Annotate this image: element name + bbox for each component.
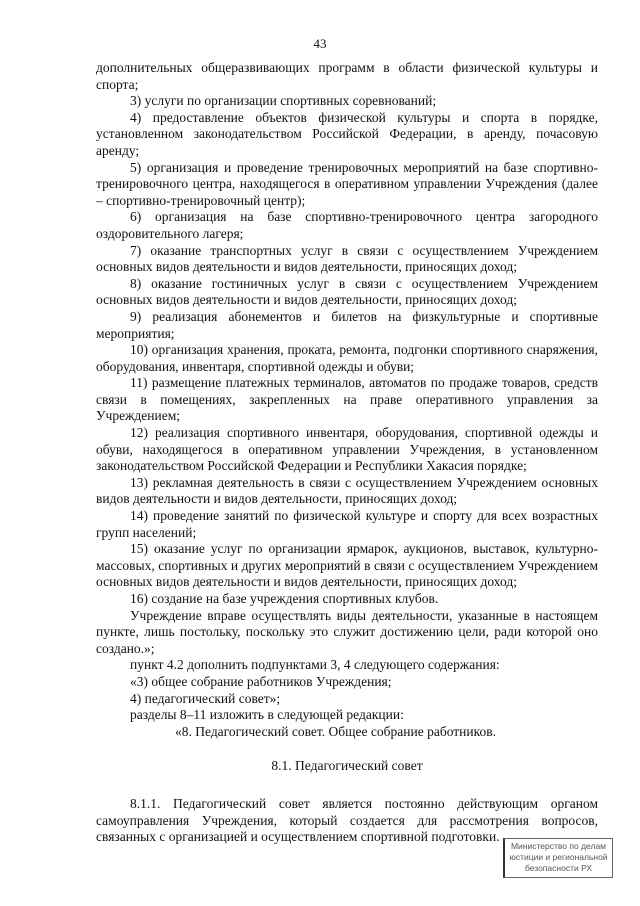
amendment-point-4-2: пункт 4.2 дополнить подпунктами 3, 4 следующего содержания: — [130, 657, 500, 673]
section-8-title: «8. Педагогический совет. Общее собрание работников. — [175, 723, 496, 739]
stamp-line-1: Министерство по делам — [510, 841, 607, 851]
list-item-5: 5) организация и проведение тренировочных мероприятий на базе спортивно-тренировочного центра, находящегося в оперативном управлении Учреждения (далее – спортивно-тренировочный центр); — [96, 159, 598, 208]
stamp-line-3: безопасности РХ — [524, 863, 593, 873]
list-item-15: 15) оказание услуг по организации ярмарок, аукционов, выставок, культурно-массовых, спортивных и других мероприятий в связи с осуществлением Учреждением основных видов деятельности и видов деятельности, приносящих доход; — [96, 541, 598, 590]
document-body — [96, 60, 598, 846]
page-number: 43 — [313, 36, 327, 51]
amendment-subpoint-4: 4) педагогический совет»; — [130, 690, 281, 706]
list-item-11: 11) размещение платежных терминалов, автоматов по продаже товаров, средств связи в помещениях, закрепленных на праве оперативного управления за Учреждением; — [96, 375, 598, 424]
activity-clause: Учреждение вправе осуществлять виды деятельности, указанные в настоящем пункте, лишь постольку, поскольку это служит достижению цели, ради которой оно создано.»; — [96, 607, 598, 656]
amendment-sections-8-11: разделы 8–11 изложить в следующей редакции: — [130, 707, 404, 723]
list-item-10: 10) организация хранения, проката, ремонта, подгонки спортивного снаряжения, оборудования, инвентаря, спортивной одежды и обуви; — [96, 342, 598, 374]
list-item-4: 4) предоставление объектов физической культуры и спорта в порядке, установленном законодательством Российской Федерации, в аренду, почасовую аренду; — [96, 109, 598, 158]
list-item-14: 14) проведение занятий по физической культуре и спорту для всех возрастных групп населений; — [96, 508, 598, 540]
subsection-8-1-title: 8.1. Педагогический совет — [271, 758, 423, 774]
amendment-subpoint-3: «3) общее собрание работников Учреждения; — [130, 673, 392, 689]
list-item-12: 12) реализация спортивного инвентаря, оборудования, спортивной одежды и обуви, находящегося в оперативном управлении Учреждения, в установленном законодательством Российской Федерации и Республики Хакасия порядке; — [96, 425, 598, 474]
list-item-8: 8) оказание гостиничных услуг в связи с осуществлением Учреждением основных видов деятельности и видов деятельности, приносящих доход; — [96, 275, 598, 308]
list-item-9: 9) реализация абонементов и билетов на физкультурные и спортивные мероприятия; — [96, 308, 598, 341]
paragraph-continuation: дополнительных общеразвивающих программ в области физической культуры и спорта; — [96, 60, 598, 92]
list-item-13: 13) рекламная деятельность в связи с осуществлением Учреждением основных видов деятельности и видов деятельности, приносящих доход; — [96, 474, 598, 507]
list-item-6: 6) организация на базе спортивно-тренировочного центра загородного оздоровительного лагеря; — [96, 209, 598, 241]
list-item-3: 3) услуги по организации спортивных соревнований; — [130, 93, 437, 109]
stamp-line-2: юстиции и региональной — [509, 852, 608, 862]
clause-8-1-1: 8.1.1. Педагогический совет является постоянно действующим органом самоуправления Учреждения, который создается для рассмотрения вопросов, связанных с организацией и осуществлением спортивной подготовки. — [96, 795, 598, 845]
list-item-16: 16) создание на базе учреждения спортивных клубов. — [130, 591, 439, 606]
list-item-7: 7) оказание транспортных услуг в связи с осуществлением Учреждением основных видов деятельности и видов деятельности, приносящих доход; — [96, 242, 598, 275]
ministry-stamp — [503, 838, 613, 878]
